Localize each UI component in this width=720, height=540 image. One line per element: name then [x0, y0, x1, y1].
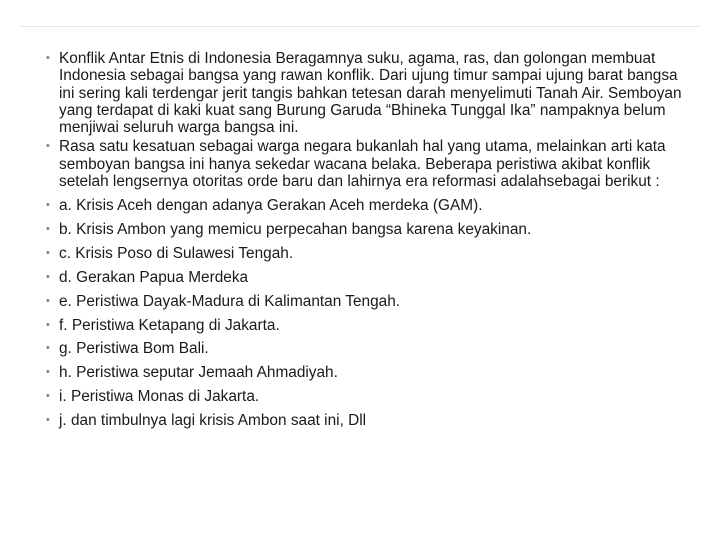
list-item [46, 292, 686, 311]
bullet-icon: • [46, 366, 50, 379]
list-item [46, 196, 686, 215]
bullet-icon: • [46, 270, 50, 283]
bullet-icon: • [46, 222, 50, 235]
bullet-icon: • [46, 199, 50, 212]
bullet-icon: • [46, 294, 50, 307]
list-item-text: e. Peristiwa Dayak-Madura di Kalimantan Tengah. [59, 292, 401, 310]
bullet-icon: • [46, 52, 50, 64]
top-divider [20, 26, 700, 27]
list-item-text: Rasa satu kesatuan sebagai warga negara bukanlah hal yang utama, melainkan arti kata semboyan bangsa ini hanya sekedar wacana belaka. Beberapa peristiwa akibat konflik setelah lengsernya otoritas orde baru dan lahirnya era reformasi adalahsebagai berikut : [59, 138, 666, 191]
bullet-list [46, 49, 686, 430]
list-item-text: a. Krisis Aceh dengan adanya Gerakan Aceh merdeka (GAM). [59, 197, 483, 215]
list-item-text: d. Gerakan Papua Merdeka [59, 268, 249, 286]
list-item-text: b. Krisis Ambon yang memicu perpecahan bangsa karena keyakinan. [59, 220, 532, 238]
list-item-text: c. Krisis Poso di Sulawesi Tengah. [59, 244, 294, 262]
list-item [46, 137, 686, 191]
list-item [46, 387, 686, 406]
list-item [46, 339, 686, 358]
list-item-text: g. Peristiwa Bom Bali. [59, 340, 209, 358]
list-item-text: Konflik Antar Etnis di Indonesia Beragamnya suku, agama, ras, dan golongan membuat Indonesia sebagai bangsa yang rawan konflik. Dari ujung timur sampai ujung barat bangsa ini sering kali terdengar jerit tangis bahkan tetesan darah menyelimuti Tanah Air. Semboyan yang terdapat di kaki kuat sang Burung Garuda “Bhineka Tunggal Ika” nampaknya belum menjiwai seluruh warga bangsa ini. [59, 50, 682, 137]
list-item-text: f. Peristiwa Ketapang di Jakarta. [59, 316, 280, 334]
list-item [46, 220, 686, 239]
list-item [46, 268, 686, 287]
list-item [46, 411, 686, 430]
bullet-icon: • [46, 414, 50, 427]
bullet-icon: • [46, 390, 50, 403]
list-item [46, 49, 686, 137]
bullet-icon: • [46, 342, 50, 355]
list-item-text: i. Peristiwa Monas di Jakarta. [59, 388, 260, 406]
list-item-text: h. Peristiwa seputar Jemaah Ahmadiyah. [59, 364, 338, 382]
list-item [46, 244, 686, 263]
bullet-icon: • [46, 318, 50, 331]
bullet-icon: • [46, 246, 50, 259]
list-item-text: j. dan timbulnya lagi krisis Ambon saat ini, Dll [59, 412, 367, 430]
bullet-icon: • [46, 140, 50, 153]
list-item [46, 316, 686, 335]
list-item [46, 363, 686, 382]
